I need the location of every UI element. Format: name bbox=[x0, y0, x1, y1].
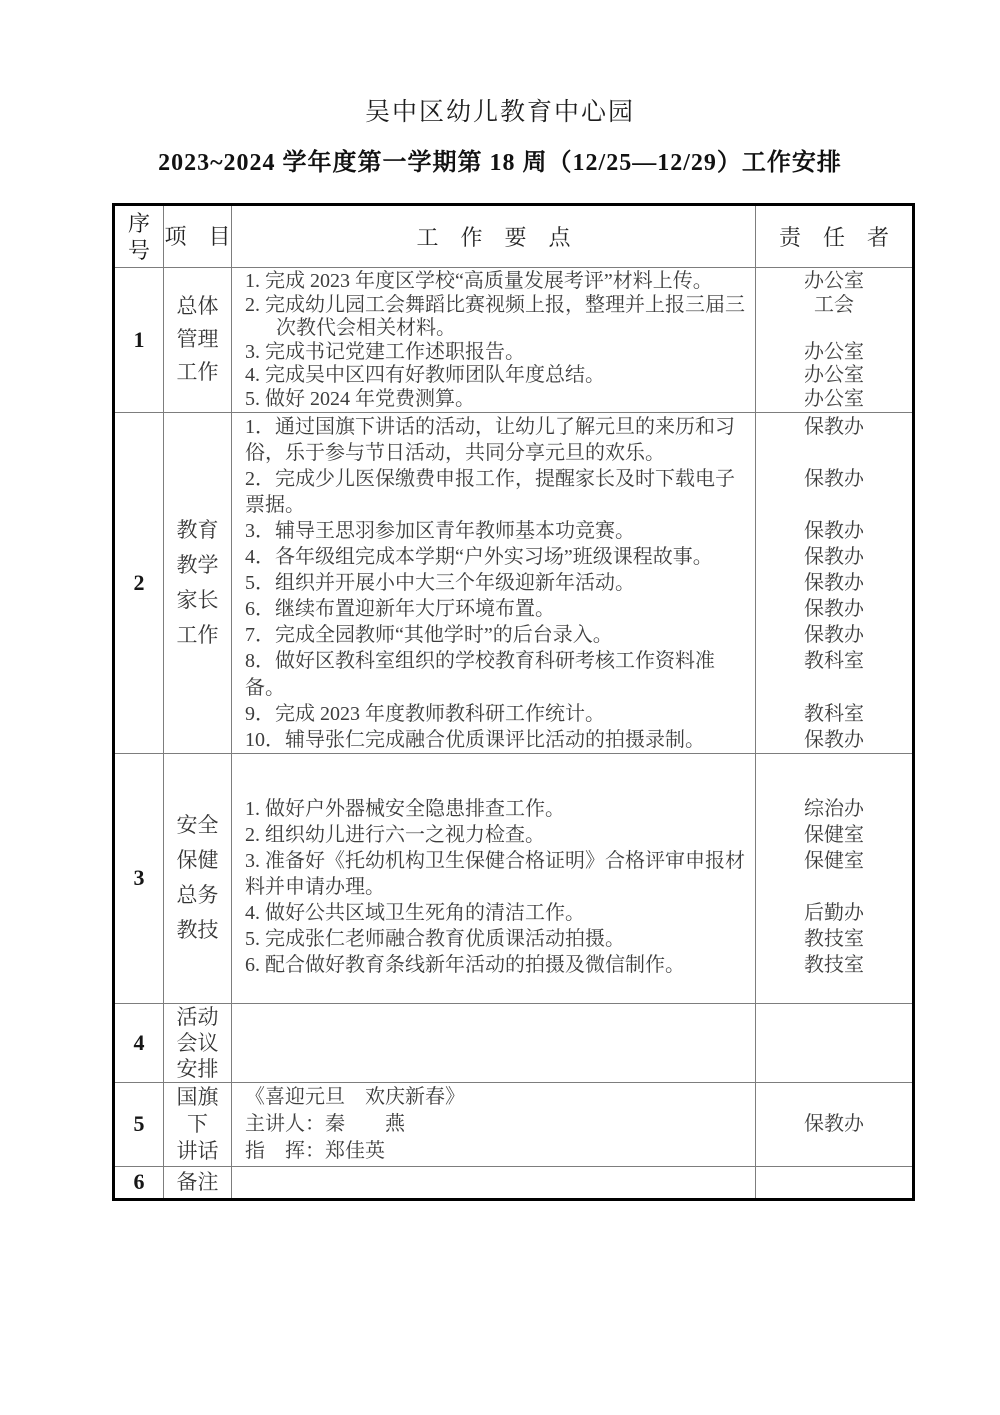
work-item-line: 6. 配合做好教育条线新年活动的拍摄及微信制作。 bbox=[245, 953, 685, 976]
row-number: 2 bbox=[115, 413, 164, 753]
project-line: 国旗 bbox=[176, 1084, 219, 1109]
responsible-label bbox=[756, 675, 912, 701]
row-project bbox=[164, 1083, 232, 1166]
project-line: 管理 bbox=[176, 327, 219, 352]
responsible-label: 办公室 bbox=[804, 364, 864, 387]
responsible-label bbox=[756, 874, 912, 900]
responsible-label: 办公室 bbox=[804, 387, 864, 410]
row-project bbox=[164, 413, 232, 753]
table-row bbox=[115, 754, 912, 1004]
work-item-line: 次教代会相关材料。 bbox=[276, 317, 456, 340]
project-line: 安排 bbox=[176, 1056, 219, 1081]
table-header-row bbox=[115, 206, 912, 268]
row-number: 6 bbox=[115, 1167, 164, 1198]
responsible-label: 保教办 bbox=[804, 467, 864, 490]
work-item-line: 9．完成 2023 年度教师教科研工作统计。 bbox=[245, 702, 605, 725]
project-line: 教学 bbox=[176, 552, 219, 577]
work-item-line: 5．组织并开展小中大三个年级迎新年活动。 bbox=[245, 572, 635, 595]
project-line: 安全 bbox=[176, 813, 219, 838]
work-item-line: 2．完成少儿医保缴费申报工作，提醒家长及时下载电子 bbox=[245, 467, 735, 490]
header-work-points: 工 作 要 点 bbox=[232, 206, 756, 267]
speech-title-line: 《喜迎元旦 欢庆新春》 bbox=[245, 1085, 465, 1108]
responsible-label: 保教办 bbox=[804, 728, 864, 751]
row-work-points bbox=[232, 754, 756, 1003]
responsible-label: 保教办 bbox=[804, 572, 864, 595]
conductor-line: 指 挥：郑佳英 bbox=[245, 1139, 385, 1162]
work-item-line: 4. 完成吴中区四有好教师团队年度总结。 bbox=[245, 364, 605, 387]
responsible-label: 保教办 bbox=[804, 546, 864, 569]
table-row bbox=[115, 413, 912, 754]
table-row bbox=[115, 1167, 912, 1198]
responsible-label: 保健室 bbox=[804, 823, 864, 846]
row-responsible bbox=[756, 1004, 912, 1082]
row-number: 5 bbox=[115, 1083, 164, 1166]
responsible-label: 教技室 bbox=[804, 953, 864, 976]
row-responsible bbox=[756, 1083, 912, 1166]
work-item-line: 6．继续布置迎新年大厅环境布置。 bbox=[245, 598, 555, 621]
work-item-line: 10．辅导张仁完成融合优质课评比活动的拍摄录制。 bbox=[245, 728, 705, 751]
responsible-label bbox=[756, 1138, 912, 1165]
project-line: 教技 bbox=[176, 918, 219, 943]
work-item-line: 3. 准备好《托幼机构卫生保健合格证明》合格评审申报材 bbox=[245, 849, 745, 872]
responsible-label: 保健室 bbox=[804, 849, 864, 872]
header-project: 项 目 bbox=[164, 206, 232, 267]
work-item-line: 5. 做好 2024 年党费测算。 bbox=[245, 387, 475, 410]
work-item-line: 5. 完成张仁老师融合教育优质课活动拍摄。 bbox=[245, 927, 625, 950]
row-project bbox=[164, 754, 232, 1003]
work-item-line: 1．通过国旗下讲话的活动，让幼儿了解元旦的来历和习 bbox=[245, 415, 735, 438]
work-item-line: 3．辅导王思羽参加区青年教师基本功竞赛。 bbox=[245, 519, 635, 542]
header-serial-number bbox=[115, 206, 164, 267]
project-line: 总体 bbox=[176, 294, 219, 319]
row-work-points bbox=[232, 1004, 756, 1082]
row-work-points bbox=[232, 268, 756, 412]
responsible-label: 保教办 bbox=[804, 415, 864, 438]
work-schedule-table bbox=[112, 203, 915, 1201]
project-line: 教育 bbox=[176, 517, 219, 542]
project-line: 会议 bbox=[176, 1030, 219, 1055]
project-line: 家长 bbox=[176, 587, 219, 612]
row-responsible bbox=[756, 754, 912, 1003]
project-line: 总务 bbox=[176, 883, 219, 908]
responsible-label: 教技室 bbox=[804, 927, 864, 950]
work-item-line: 票据。 bbox=[245, 493, 305, 516]
work-item-line: 俗，乐于参与节日活动，共同分享元旦的欢乐。 bbox=[245, 441, 665, 464]
project-line: 工作 bbox=[176, 360, 219, 385]
responsible-label: 办公室 bbox=[804, 270, 864, 292]
row-project bbox=[164, 1167, 232, 1198]
row-number: 3 bbox=[115, 754, 164, 1003]
document-title: 吴中区幼儿教育中心园 bbox=[364, 99, 635, 126]
project-line: 保健 bbox=[176, 848, 219, 873]
project-line: 下 bbox=[187, 1111, 208, 1136]
work-item-line: 3. 完成书记党建工作述职报告。 bbox=[245, 340, 525, 363]
responsible-label: 教科室 bbox=[804, 650, 864, 673]
responsible-label: 后勤办 bbox=[804, 901, 864, 924]
responsible-label bbox=[756, 1084, 912, 1111]
work-item-line: 料并申请办理。 bbox=[245, 875, 385, 898]
work-item-line: 2. 完成幼儿园工会舞蹈比赛视频上报，整理并上报三届三 bbox=[245, 293, 745, 316]
responsible-label: 综治办 bbox=[804, 797, 864, 820]
table-row bbox=[115, 1004, 912, 1083]
work-item-line: 8．做好区教科室组织的学校教育科研考核工作资料准 bbox=[245, 650, 715, 673]
table-row bbox=[115, 1083, 912, 1167]
row-work-points bbox=[232, 413, 756, 753]
work-item-line: 备。 bbox=[245, 676, 285, 699]
responsible-label: 办公室 bbox=[804, 340, 864, 363]
row-project bbox=[164, 1004, 232, 1082]
row-project bbox=[164, 268, 232, 412]
project-line: 活动 bbox=[176, 1004, 219, 1029]
responsible-label: 保教办 bbox=[804, 519, 864, 542]
responsible-label: 保教办 bbox=[804, 624, 864, 647]
responsible-label bbox=[756, 317, 912, 341]
work-item-line: 2. 组织幼儿进行六一之视力检查。 bbox=[245, 823, 545, 846]
speaker-line: 主讲人：秦 燕 bbox=[245, 1112, 405, 1135]
responsible-label: 工会 bbox=[814, 293, 854, 316]
project-line: 讲话 bbox=[176, 1138, 219, 1163]
header-serial-line1: 序 bbox=[127, 210, 150, 236]
work-item-line: 4．各年级组完成本学期“户外实习场”班级课程故事。 bbox=[245, 546, 713, 569]
work-item-line: 1. 做好户外器械安全隐患排查工作。 bbox=[245, 797, 565, 820]
responsible-label bbox=[756, 492, 912, 518]
row-number: 4 bbox=[115, 1004, 164, 1082]
work-item-line: 4. 做好公共区域卫生死角的清洁工作。 bbox=[245, 901, 585, 924]
table-row bbox=[115, 268, 912, 413]
project-line: 备注 bbox=[176, 1170, 219, 1195]
header-serial-line2: 号 bbox=[127, 237, 150, 263]
responsible-label: 教科室 bbox=[804, 702, 864, 725]
responsible-label bbox=[756, 440, 912, 466]
project-line: 工作 bbox=[176, 622, 219, 647]
row-responsible bbox=[756, 413, 912, 753]
responsible-label: 保教办 bbox=[804, 598, 864, 621]
work-item-line: 1. 完成 2023 年度区学校“高质量发展考评”材料上传。 bbox=[245, 270, 713, 292]
responsible-label: 保教办 bbox=[804, 1112, 864, 1135]
row-responsible bbox=[756, 1167, 912, 1198]
row-work-points bbox=[232, 1167, 756, 1198]
row-work-points bbox=[232, 1083, 756, 1166]
header-responsible: 责 任 者 bbox=[778, 225, 889, 250]
row-responsible bbox=[756, 268, 912, 412]
row-number: 1 bbox=[115, 268, 164, 412]
work-item-line: 7．完成全园教师“其他学时”的后台录入。 bbox=[245, 624, 613, 647]
document-subtitle: 2023~2024 学年度第一学期第 18 周（12/25—12/29）工作安排 bbox=[158, 150, 842, 176]
